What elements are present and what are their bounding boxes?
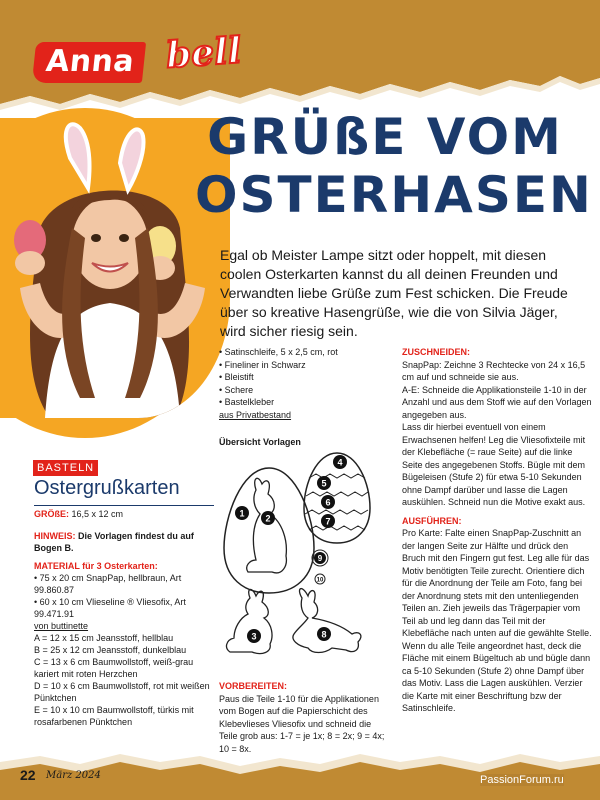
material-item: aus Privatbestand: [219, 409, 292, 420]
template-number-badge: [235, 506, 249, 520]
preparation-heading: VORBEREITEN:: [219, 681, 288, 691]
template-number: 4: [337, 457, 343, 468]
template-number: 8: [321, 629, 327, 640]
template-number: 1: [239, 508, 245, 519]
annabell-logo: [28, 29, 258, 90]
fabric-item: A = 12 x 15 cm Jeansstoff, hellblau: [34, 633, 174, 643]
cut-text: Lass dir hierbei eventuell von einem Erwachsenen helfen! Leg die Vliesofixteile mit der Klebefläche (= raue Seite) auf die linke Seite des angegebenen Stoffs. Bügle mit dem Bügeleisen (Stufe 2) für etwa 5-10 Sekunden ohne Dampf darüber und lasse die Lagen auskühlen. Schneid nun die Motive exakt aus.: [402, 422, 586, 507]
template-number: 9: [317, 554, 323, 563]
execute-heading: AUSFÜHREN:: [402, 515, 462, 526]
template-overview-diagram: [212, 448, 397, 673]
logo-anna-text: Anna: [32, 42, 146, 83]
hint-text: Die Vorlagen findest du auf Bogen B.: [34, 531, 194, 553]
page-number: 22: [20, 767, 36, 783]
template-number: 6: [325, 497, 331, 508]
material-item: • Bastelkleber: [219, 397, 275, 407]
template-number-badge: [247, 629, 261, 643]
cut-text: A-E: Schneide die Applikationsteile 1-10 in der Anzahl und aus dem Stoff wie auf den Vorlagen angegeben aus.: [402, 384, 592, 420]
hint-label: HINWEIS:: [34, 531, 76, 541]
instructions-column: [402, 346, 592, 715]
intro-text: Egal ob Meister Lampe sitzt oder hoppelt, mit diesen coolen Osterkarten kannst du all deinen Freunden und Verwandten liebe Grüße zum Fest schicken. Die Freude über so kreative Hasengrüße, wie die von Silvia Jäger, wird sicher riesig sein.: [220, 247, 568, 339]
preparation-text: Paus die Teile 1-10 für die Applikationen vom Bogen auf die Papierschicht des Klebevlieses Vliesofix und schneid die Teile grob aus: 1-7 = je 1x; 8 = 2x; 9 = 4x; 10 = 8x.: [219, 693, 385, 754]
fabric-item: B = 25 x 12 cm Jeansstoff, dunkelblau: [34, 645, 187, 655]
project-title: Ostergrußkarten: [34, 477, 180, 499]
section-tag: BASTELN: [33, 460, 98, 476]
fabric-item: C = 13 x 6 cm Baumwollstoff, weiß-grau kariert mit roten Herzchen: [34, 657, 194, 679]
template-number-badge: [314, 552, 326, 564]
material-column: [34, 530, 214, 728]
cut-heading: ZUSCHNEIDEN:: [402, 347, 471, 357]
material-item: • 75 x 20 cm SnapPap, hellbraun, Art 99.860.87: [34, 573, 182, 595]
size-line: [34, 505, 214, 519]
material-item: • 60 x 10 cm Vlieseline ® Vliesofix, Art 99.471.91: [34, 597, 186, 619]
watermark: PassionForum.ru: [480, 774, 564, 786]
material-item: • Bleistift: [219, 372, 254, 382]
material-heading: MATERIAL für 3 Osterkarten:: [34, 561, 158, 571]
material-continued: [219, 346, 389, 421]
execute-text: Pro Karte: Falte einen SnapPap-Zuschnitt an der langen Seite zur Hälfte und drück den Bruch mit den Fingern gut fest. Leg alle für das Motiv benötigten Teile zurecht. Orientiere dich für die Anordnung der Teile am Foto, fang bei der Anordnung stets mit den untenliegenden Teilen an. Zieh jeweils das Trägerpapier vom Teil ab und leg dann das Teil mit der Klebefläche nach unten auf die gewählte Stelle. Wenn du alle Teile angeordnet hast, deck die Fläche mit einem Bügeltuch ab und bügle dann ca 5-10 Sekunden (Stufe 2) ohne Dampf über das Motiv. Lass die Lagen auskühlen. Verzier die Karte mit einer Beschriftung bzw der Satinschleife.: [402, 528, 592, 713]
cut-text: SnapPap: Zeichne 3 Rechtecke von 24 x 16,5 cm auf und schneide sie aus.: [402, 359, 586, 382]
material-item: • Schere: [219, 384, 254, 395]
material-item: • Satinschleife, 5 x 2,5 cm, rot: [219, 347, 338, 357]
material-item: • Fineliner in Schwarz: [219, 359, 306, 370]
template-number: 2: [265, 513, 271, 524]
supplier-line: von buttinette: [34, 621, 89, 631]
template-number-badge: [317, 578, 324, 584]
template-number-badge: [317, 627, 331, 641]
title-line-1: GRÜßE VOM: [207, 108, 563, 166]
template-number-badge: [321, 514, 335, 528]
template-number-badge: [333, 455, 347, 469]
logo-bell-text: bell: [164, 29, 243, 77]
templates-heading: Übersicht Vorlagen: [219, 437, 301, 447]
template-number: 7: [325, 516, 331, 527]
template-number-badge: [317, 476, 331, 490]
size-label: GRÖßE:: [34, 509, 69, 519]
template-number: 5: [321, 478, 327, 489]
hint-block: [34, 530, 214, 554]
template-number-badge: [261, 511, 275, 525]
fabric-item: D = 10 x 6 cm Baumwollstoff, rot mit weißen Pünktchen: [34, 681, 210, 703]
title-line-2: OSTERHASEN: [195, 166, 593, 224]
size-value: 16,5 x 12 cm: [71, 509, 124, 519]
fabric-item: E = 10 x 10 cm Baumwollstoff, türkis mit rosafarbenen Pünktchen: [34, 705, 194, 727]
issue-date: März 2024: [46, 770, 101, 781]
page-title: [195, 108, 593, 224]
template-number-badge: [321, 495, 335, 509]
template-number: 10: [316, 577, 324, 584]
template-number: 3: [251, 631, 257, 642]
